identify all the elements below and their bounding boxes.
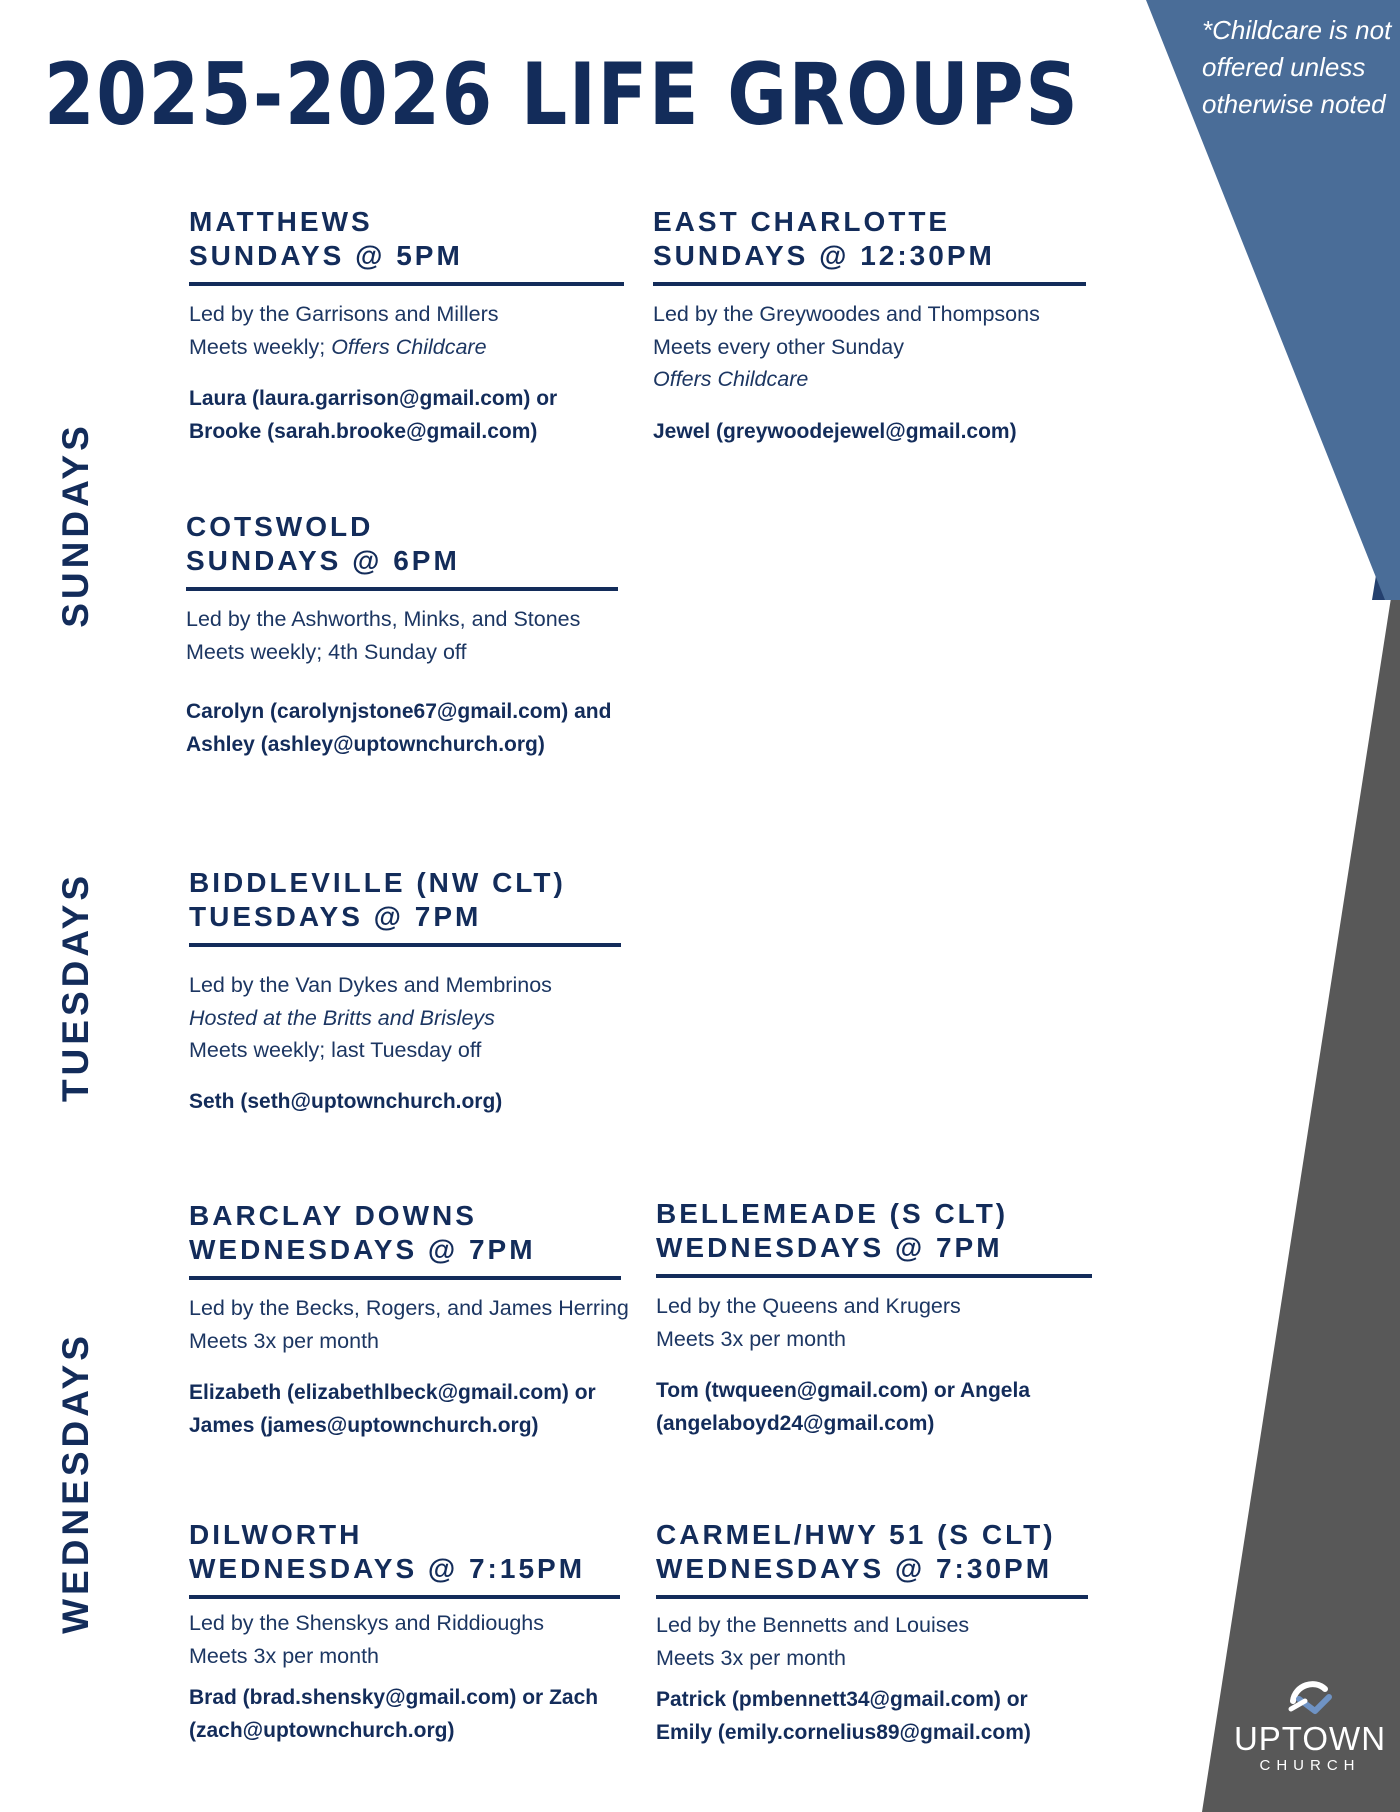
- group-heading: [189, 866, 621, 934]
- heading-divider: [189, 1595, 620, 1599]
- contact-line: (angelaboyd24@gmail.com): [656, 1411, 935, 1435]
- group-name: COTSWOLD: [186, 511, 374, 542]
- led-by: Led by the Greywoodes and Thompsons: [653, 302, 1040, 326]
- led-by: Led by the Bennetts and Louises: [656, 1613, 970, 1637]
- heading-divider: [189, 1276, 621, 1280]
- group-schedule: WEDNESDAYS @ 7PM: [189, 1234, 536, 1265]
- contact-line: Emily (emily.cornelius89@gmail.com): [656, 1720, 1031, 1744]
- group-name: BARCLAY DOWNS: [189, 1200, 477, 1231]
- childcare-note: [1202, 12, 1392, 123]
- heading-divider: [656, 1595, 1088, 1599]
- group-bellemeade: [656, 1197, 1092, 1440]
- contact-line: (zach@uptownchurch.org): [189, 1718, 455, 1742]
- meeting-info: Meets 3x per month: [656, 1326, 847, 1351]
- led-by: Led by the Shenskys and Riddioughs: [189, 1611, 544, 1635]
- contact-line: James (james@uptownchurch.org): [189, 1413, 539, 1437]
- contact-line: Elizabeth (elizabethlbeck@gmail.com) or: [189, 1381, 596, 1404]
- hosted-info: Hosted at the Britts and Brisleys: [189, 1005, 495, 1030]
- logo-mark-icon: [1285, 1675, 1335, 1719]
- contact-line: Carolyn (carolynjstone67@gmail.com) and: [186, 700, 612, 723]
- heading-divider: [189, 282, 624, 286]
- heading-divider: [189, 943, 621, 947]
- meeting-info: Meets weekly; Offers Childcare: [189, 334, 487, 359]
- group-schedule: TUESDAYS @ 7PM: [189, 901, 482, 932]
- group-contact: [189, 1377, 621, 1442]
- contact-line: Jewel (greywoodejewel@gmail.com): [653, 419, 1017, 443]
- group-name: BIDDLEVILLE (NW CLT): [189, 867, 566, 898]
- day-label-wednesdays: WEDNESDAYS: [55, 1332, 96, 1634]
- heading-divider: [653, 282, 1086, 286]
- meeting-info: Meets 3x per month: [189, 1643, 380, 1668]
- childcare-info: Offers Childcare: [653, 367, 809, 391]
- group-name: MATTHEWS: [189, 206, 373, 237]
- group-details: [656, 1290, 1092, 1355]
- group-matthews: [189, 205, 624, 448]
- group-heading: [186, 510, 618, 578]
- meeting-info: Meets weekly; 4th Sunday off: [186, 639, 467, 664]
- led-by: Led by the Ashworths, Minks, and Stones: [186, 607, 581, 631]
- led-by: Led by the Becks, Rogers, and James Herring: [189, 1296, 629, 1320]
- group-schedule: SUNDAYS @ 6PM: [186, 545, 460, 576]
- group-dilworth: [189, 1518, 620, 1747]
- contact-line: Seth (seth@uptownchurch.org): [189, 1089, 503, 1113]
- group-schedule: SUNDAYS @ 12:30PM: [653, 240, 995, 271]
- group-contact: [189, 1682, 620, 1747]
- meeting-info: Meets 3x per month: [656, 1645, 847, 1670]
- group-schedule: WEDNESDAYS @ 7:30PM: [656, 1553, 1053, 1584]
- contact-line: Tom (twqueen@gmail.com) or Angela: [656, 1379, 1031, 1402]
- group-carmel-hwy-51: [656, 1518, 1088, 1749]
- group-heading: [189, 1199, 621, 1267]
- childcare-info: Offers Childcare: [331, 334, 487, 359]
- childcare-note-line-1: *Childcare is not: [1202, 15, 1392, 45]
- group-details: [189, 298, 624, 363]
- group-heading: [189, 205, 624, 273]
- group-barclay-downs: [189, 1199, 629, 1442]
- group-schedule: WEDNESDAYS @ 7:15PM: [189, 1553, 586, 1584]
- group-biddleville: [189, 866, 621, 1118]
- contact-line: Brooke (sarah.brooke@gmail.com): [189, 419, 538, 443]
- group-details: [656, 1609, 1088, 1674]
- heading-divider: [656, 1274, 1092, 1278]
- group-details: [653, 298, 1086, 396]
- logo-wordmark: UPTOWN: [1233, 1720, 1387, 1757]
- contact-line: Brad (brad.shensky@gmail.com) or Zach: [189, 1686, 599, 1709]
- childcare-note-line-2: offered unless: [1202, 52, 1366, 82]
- childcare-note-line-3: otherwise noted: [1202, 89, 1386, 119]
- meeting-info: Meets every other Sunday: [653, 334, 904, 359]
- heading-divider: [186, 587, 618, 591]
- group-cotswold: [186, 510, 618, 761]
- contact-line: Laura (laura.garrison@gmail.com) or: [189, 387, 558, 410]
- meeting-info: Meets 3x per month: [189, 1328, 380, 1353]
- gray-wedge: [1202, 540, 1400, 1812]
- day-label-tuesdays: TUESDAYS: [55, 871, 96, 1103]
- day-label-sundays: SUNDAYS: [55, 422, 96, 628]
- group-heading: [656, 1518, 1088, 1586]
- group-east-charlotte: [653, 205, 1086, 448]
- group-heading: [656, 1197, 1092, 1265]
- group-heading: [189, 1518, 620, 1586]
- group-schedule: SUNDAYS @ 5PM: [189, 240, 463, 271]
- group-name: BELLEMEADE (S CLT): [656, 1198, 1009, 1229]
- group-details: [189, 969, 621, 1067]
- group-schedule: WEDNESDAYS @ 7PM: [656, 1232, 1003, 1263]
- group-contact: [189, 1086, 621, 1119]
- group-details: [189, 1607, 620, 1672]
- group-contact: [653, 416, 1086, 449]
- led-by: Led by the Queens and Krugers: [656, 1294, 961, 1318]
- uptown-church-logo: [1225, 1675, 1395, 1775]
- group-name: CARMEL/HWY 51 (S CLT): [656, 1519, 1056, 1550]
- page-title: 2025-2026 LIFE GROUPS: [44, 45, 1080, 145]
- group-name: EAST CHARLOTTE: [653, 206, 951, 237]
- group-contact: [186, 696, 618, 761]
- group-name: DILWORTH: [189, 1519, 363, 1550]
- group-contact: [656, 1684, 1088, 1749]
- group-details: [186, 603, 618, 668]
- led-by: Led by the Garrisons and Millers: [189, 302, 499, 326]
- group-heading: [653, 205, 1086, 273]
- meeting-info: Meets weekly; last Tuesday off: [189, 1038, 482, 1062]
- group-contact: [656, 1375, 1092, 1440]
- logo-subtitle: CHURCH: [1259, 1757, 1361, 1774]
- group-contact: [189, 383, 624, 448]
- contact-line: Ashley (ashley@uptownchurch.org): [186, 732, 545, 756]
- led-by: Led by the Van Dykes and Membrinos: [189, 973, 552, 997]
- group-details: [189, 1292, 629, 1357]
- contact-line: Patrick (pmbennett34@gmail.com) or: [656, 1688, 1028, 1711]
